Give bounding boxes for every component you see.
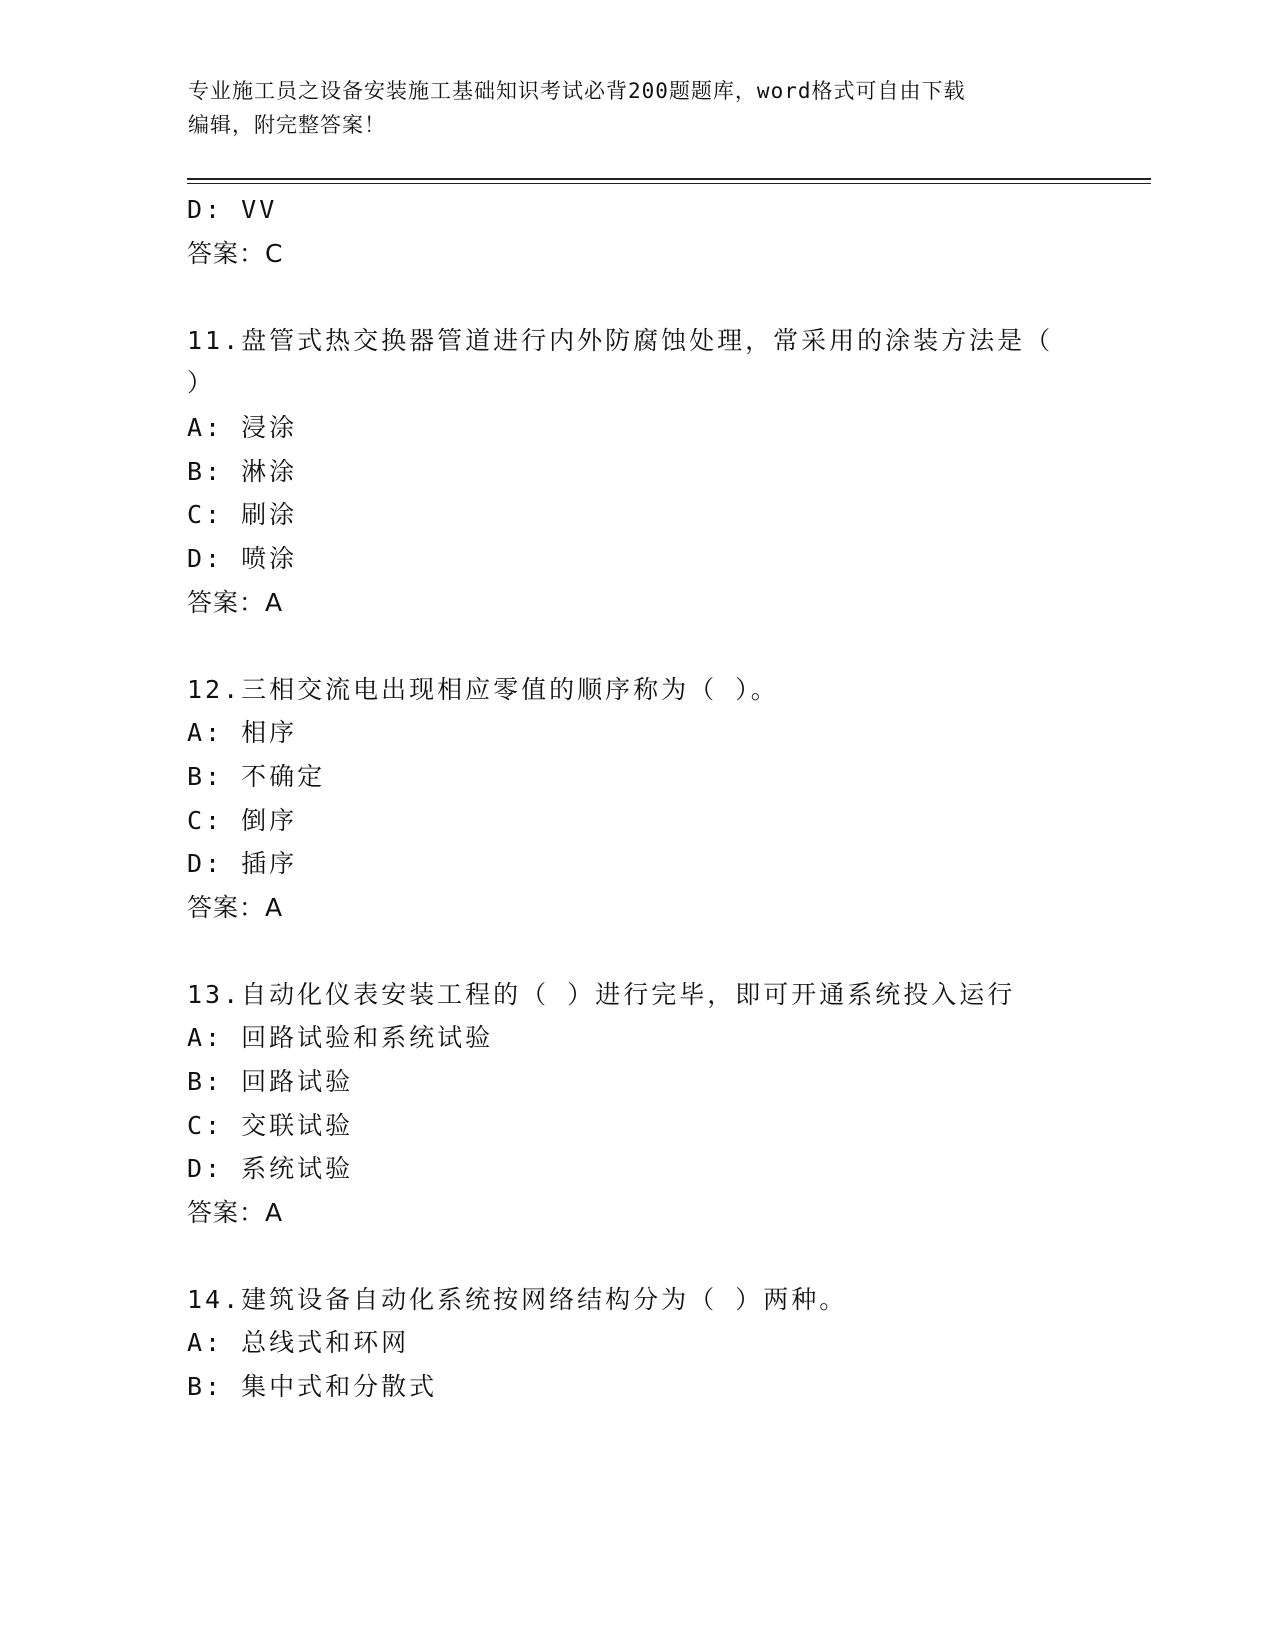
q13-option-b: B: 回路试验: [187, 1067, 354, 1096]
q11-option-c: C: 刷涂: [187, 500, 298, 529]
q13-stem: 13.自动化仪表安装工程的（ ）进行完毕，即可开通系统投入运行: [187, 980, 1016, 1009]
header-title-line-2: 编辑，附完整答案！: [188, 113, 386, 137]
q13-answer: 答案：A: [187, 1198, 284, 1227]
q13-option-a: A: 回路试验和系统试验: [187, 1023, 494, 1052]
q11-option-b: B: 淋涂: [187, 457, 298, 486]
header-title-line-1: 专业施工员之设备安装施工基础知识考试必背200题题库，word格式可自由下载: [188, 79, 966, 103]
q11-answer: 答案：A: [187, 588, 284, 617]
q12-option-b: B: 不确定: [187, 762, 326, 791]
q12-answer: 答案：A: [187, 893, 284, 922]
q12-option-a: A: 相序: [187, 718, 298, 747]
prev-answer: 答案：C: [187, 239, 284, 268]
q11-option-a: A: 浸涂: [187, 413, 298, 442]
document-header: [188, 74, 1088, 142]
q12-option-c: C: 倒序: [187, 806, 298, 835]
q11-option-d: D: 喷涂: [187, 544, 298, 573]
q13-option-c: C: 交联试验: [187, 1111, 354, 1140]
header-divider-thin: [187, 183, 1151, 184]
prev-option-d: D: VV: [187, 195, 278, 224]
q14-option-a: A: 总线式和环网: [187, 1328, 410, 1357]
q12-stem: 12.三相交流电出现相应零值的顺序称为（ ）。: [187, 675, 779, 704]
q11-stem-line-2: ）: [187, 368, 216, 397]
q12-option-d: D: 插序: [187, 849, 298, 878]
q14-stem: 14.建筑设备自动化系统按网络结构分为（ ）两种。: [187, 1285, 848, 1314]
header-divider-thick: [187, 178, 1151, 180]
q13-option-d: D: 系统试验: [187, 1154, 354, 1183]
q14-option-b: B: 集中式和分散式: [187, 1372, 438, 1401]
q11-stem-line-1: 11.盘管式热交换器管道进行内外防腐蚀处理，常采用的涂装方法是（: [187, 326, 1054, 355]
